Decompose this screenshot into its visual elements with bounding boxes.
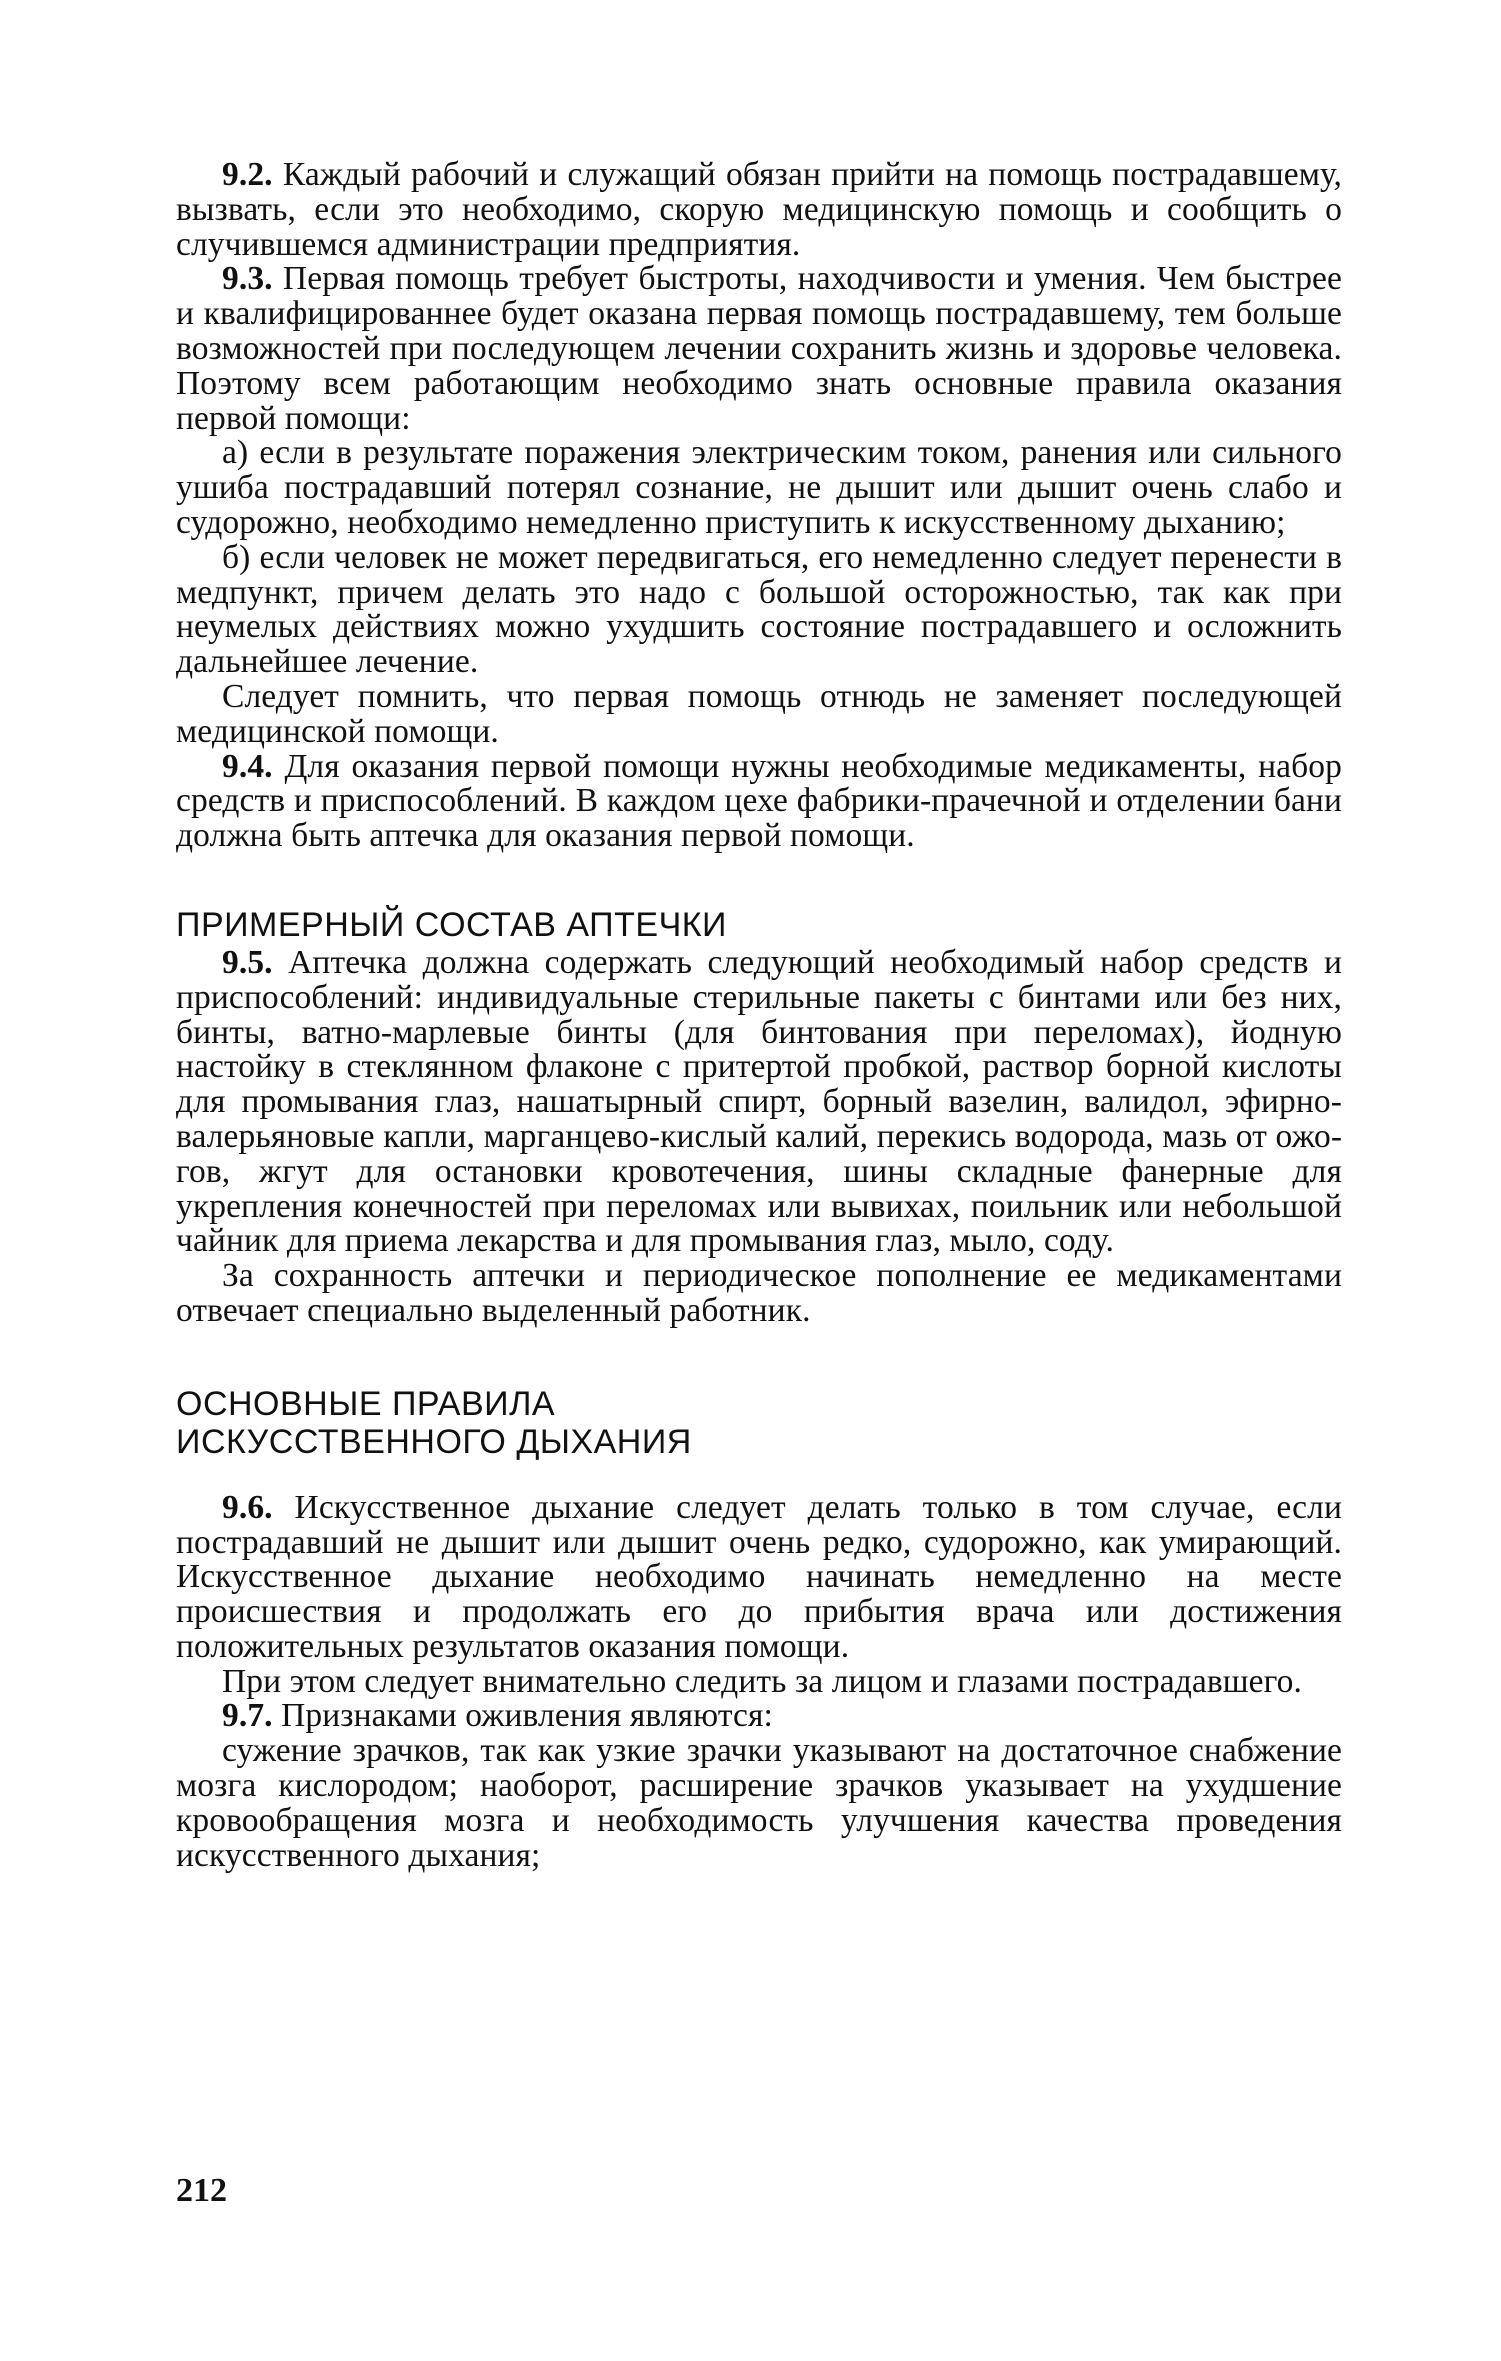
heading-breathing bbox=[176, 1385, 1342, 1461]
paragraph-text: сужение зрачков, так как узкие зрачки указывают на достаточное снабжение мозга кислородом; наоборот, расширение зрачков указывает на ухудшение кровообращения мозга и необходимость улучшения качества проведения искусственного дыхания; bbox=[176, 1732, 1342, 1874]
heading-line: ОСНОВНЫЕ ПРАВИЛА bbox=[176, 1384, 556, 1423]
paragraph-number: 9.2. bbox=[222, 156, 273, 193]
paragraph-number: 9.3. bbox=[222, 260, 273, 298]
paragraph-9-2 bbox=[176, 158, 1342, 262]
paragraph-9-7 bbox=[176, 1699, 1342, 1734]
paragraph-text: Для оказания первой помощи нужны необходимые медикаменты, набор средств и приспособлений. В каждом цехе фабрики-прачечной и отделении бани должна быть аптечка для оказания первой помощи. bbox=[176, 747, 1342, 855]
paragraph-text: Следует помнить, что первая помощь отнюдь не заменяет последующей медицинской помощи. bbox=[176, 677, 1342, 750]
paragraph-observe bbox=[176, 1662, 1342, 1700]
paragraph-number: 9.7. bbox=[222, 1697, 273, 1735]
paragraph-9-3 bbox=[176, 262, 1342, 436]
heading-line: ИСКУССТВЕННОГО ДЫХАНИЯ bbox=[176, 1422, 692, 1461]
list-item-b bbox=[176, 538, 1342, 681]
paragraph-text: Аптечка должна содержать следующий необходимый набор средств и приспособлений: индивидуальные стерильные пакеты с бинтами или без них, бинты, ватно-марлевые бинты (для бинтования при переломах), йодную настойку в стеклянном флаконе с притертой пробкой, раствор борной кислоты для промывания глаз, нашатырный спирт, борный вазелин, валидол, эфирно-валерьяновые капли, марганцево-кислый калий, перекись водорода, мазь от ожогов, жгут для остановки кровотечения, шины складные фанерные для укрепления конечностей при переломах или вывихах, поильник или небольшой чайник для приема лекарства и для промывания глаз, мыло, соду. bbox=[176, 943, 1342, 1260]
paragraph-kit-responsibility bbox=[176, 1259, 1342, 1329]
paragraph-text: Первая помощь требует быстроты, находчивости и умения. Чем быстрее и квалифицированнее будет оказана первая помощь пострадавшему, тем больше возможностей при последующем лечении сохранить жизнь и здоровье человека. Поэтому всем работающим необходимо знать основные правила оказания первой помощи: bbox=[176, 260, 1342, 437]
section-kit bbox=[176, 943, 1342, 1329]
paragraph-9-6 bbox=[176, 1488, 1342, 1665]
page-number: 212 bbox=[176, 2172, 227, 2209]
paragraph-number: 9.5. bbox=[222, 943, 273, 981]
paragraph-text: Признаками оживления являются: bbox=[272, 1697, 773, 1735]
paragraph-note bbox=[176, 677, 1342, 750]
page-body bbox=[176, 158, 1342, 1873]
paragraph-text: Каждый рабочий и служащий обязан прийти на помощь пострадавшему, вызвать, если это необходимо, скорую медицинскую помощь и сообщить о случившемся администрации предприятия. bbox=[176, 156, 1342, 263]
paragraph-number: 9.6. bbox=[222, 1488, 273, 1526]
paragraph-pupils bbox=[176, 1734, 1342, 1873]
list-item-a bbox=[176, 436, 1342, 540]
paragraph-text: а) если в результате поражения электрическим током, ранения или сильного ушиба пострадавший потерял сознание, не дышит или дышит очень слабо и судорожно, необходимо немедленно приступить к искусственному дыханию; bbox=[176, 434, 1342, 541]
section-breathing bbox=[176, 1488, 1342, 1874]
heading-kit: ПРИМЕРНЫЙ СОСТАВ АПТЕЧКИ bbox=[176, 905, 727, 944]
paragraph-text: За сохранность аптечки и периодическое пополнение ее медикаментами отвечает специально выделенный работник. bbox=[176, 1257, 1342, 1329]
paragraph-text: Искусственное дыхание следует делать только в том случае, если пострадавший не дышит или дышит очень редко, судорожно, как умирающий. Искусственное дыхание необходимо начинать немедленно на месте происшествия и продолжать его до прибытия врача или достижения положительных результатов оказания помощи. bbox=[176, 1488, 1342, 1665]
paragraph-text: б) если человек не может передвигаться, его немедленно следует перенести в медпункт, причем делать это надо с большой осторожностью, так как при неумелых действиях можно ухудшить состояние пострадавшего и осложнить дальнейшее лечение. bbox=[176, 538, 1342, 681]
section-intro bbox=[176, 158, 1342, 854]
paragraph-9-5 bbox=[176, 943, 1342, 1260]
paragraph-text: При этом следует внимательно следить за лицом и глазами пострадавшего. bbox=[222, 1662, 1302, 1700]
paragraph-number: 9.4. bbox=[222, 747, 273, 785]
paragraph-9-4 bbox=[176, 747, 1342, 855]
